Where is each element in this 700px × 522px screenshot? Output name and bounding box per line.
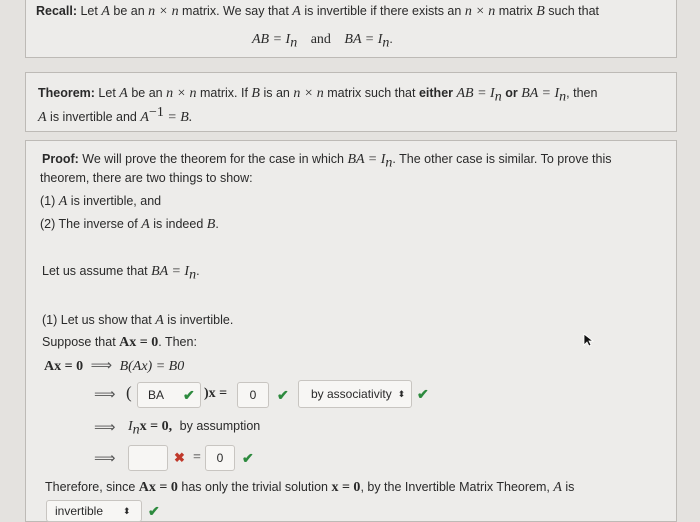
check-icon: ✔ — [148, 503, 160, 519]
matrix-product-input[interactable]: BA — [137, 382, 201, 408]
part1-heading: (1) Let us show that A is invertible. — [42, 313, 234, 328]
select-arrows-icon: ⬍ — [397, 388, 406, 399]
proof-label: Proof: — [42, 152, 79, 166]
step1-expr: )x = — [204, 386, 228, 401]
implication-chain: Ax = 0 ⟹ B(Ax) = B0 — [44, 356, 185, 374]
mouse-cursor-icon — [583, 333, 595, 347]
select-arrows-icon: ⬍ — [123, 505, 131, 516]
step3-value-input[interactable]: 0 — [205, 445, 235, 471]
implies-icon: ⟹ — [90, 356, 113, 374]
conclusion-line: Therefore, since Ax = 0 has only the trivial solution x = 0, by the Invertible Matrix Theorem, A is — [45, 480, 575, 495]
theorem-label: Theorem: — [38, 86, 95, 100]
step2-expr: $I_nx = 0$, by assumption — [128, 419, 261, 438]
implies-icon: ⟹ — [94, 385, 116, 403]
implies-icon: ⟹ — [94, 418, 116, 436]
proof-item-1: (1) A is invertible, and — [40, 194, 162, 209]
theorem-line-2: A is invertible and $A^{-1} = B$. — [38, 105, 193, 126]
recall-equation: AB = $I_n$ and BA = $I_n$. — [252, 32, 393, 51]
equals-sign: = — [193, 450, 201, 465]
suppose-line: Suppose that Ax = 0. Then: — [42, 335, 197, 350]
open-paren: ( — [126, 383, 132, 402]
empty-expression-input[interactable] — [128, 445, 168, 471]
proof-line-1: Proof: We will prove the theorem for the case in which BA = $I_n$. The other case is similar. To prove this — [42, 152, 612, 171]
assumption-line: Let us assume that BA = $I_n$. — [42, 264, 200, 283]
proof-line-2: theorem, there are two things to show: — [40, 171, 253, 185]
invertibility-select[interactable]: invertible ⬍ — [46, 500, 142, 522]
cross-icon: ✖ — [174, 450, 185, 465]
proof-item-2: (2) The inverse of A is indeed B. — [40, 217, 219, 232]
check-icon: ✔ — [242, 450, 254, 466]
implies-icon: ⟹ — [94, 449, 116, 467]
recall-label: Recall: — [36, 4, 77, 18]
check-icon: ✔ — [417, 386, 429, 402]
reason-select[interactable]: by associativity ⬍ — [298, 380, 412, 408]
check-icon: ✔ — [277, 387, 289, 403]
theorem-line-1: Theorem: Let A be an n × n matrix. If B is an n × n matrix such that either AB = $I_n$ or BA = $I_n$, then — [38, 86, 598, 105]
recall-line: Recall: Let A be an n × n matrix. We say that A is invertible if there exists an n × n matrix B such that — [36, 4, 600, 19]
check-icon: ✔ — [183, 387, 195, 403]
zero-vector-input[interactable]: 0 — [237, 382, 269, 408]
